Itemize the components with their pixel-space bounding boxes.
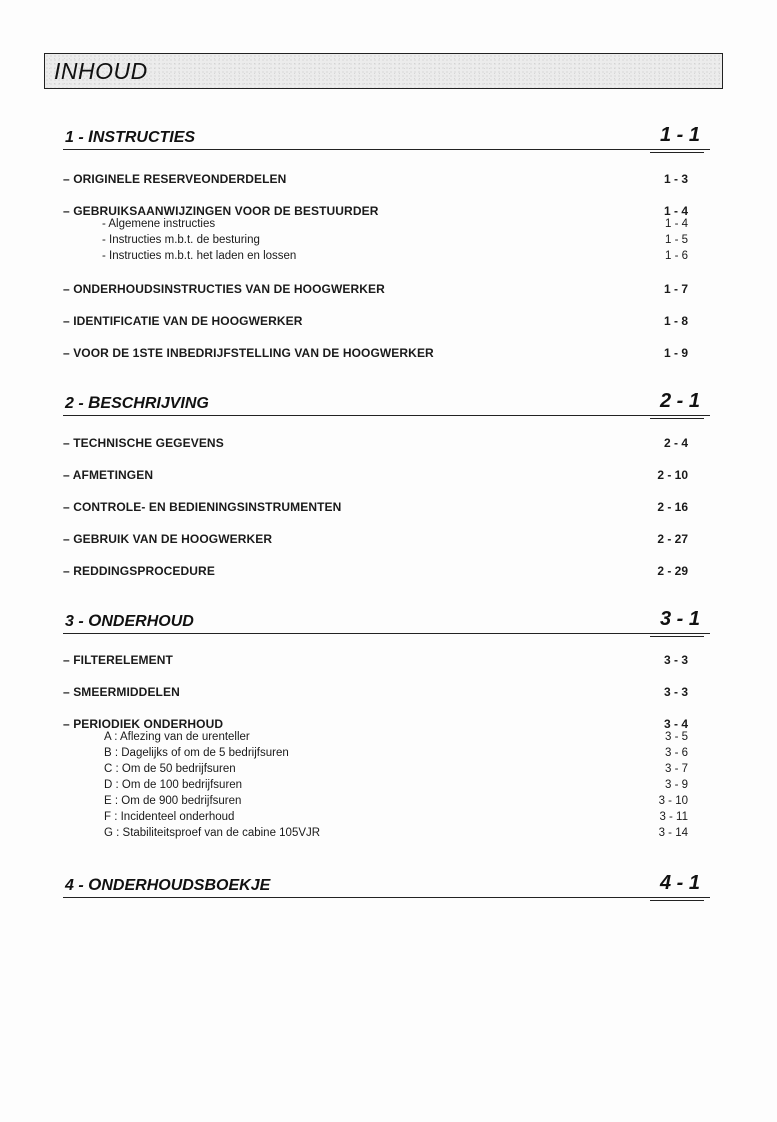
toc-subentry[interactable]: - Algemene instructies 1 - 4 <box>102 218 688 230</box>
toc-entry[interactable]: – IDENTIFICATIE VAN DE HOOGWERKER 1 - 8 <box>63 314 688 328</box>
toc-subentry[interactable]: C : Om de 50 bedrijfsuren 3 - 7 <box>104 763 688 775</box>
section-title[interactable]: 2 - BESCHRIJVING <box>65 393 209 412</box>
section-page-number[interactable]: 4 - 1 <box>659 872 700 894</box>
page-underline <box>650 900 704 901</box>
toc-subentry[interactable]: G : Stabiliteitsproef van de cabine 105VJR 3 - 14 <box>104 827 688 839</box>
page-underline <box>650 418 704 419</box>
toc-entry[interactable]: – REDDINGSPROCEDURE 2 - 29 <box>63 564 688 578</box>
toc-subentry[interactable]: - Instructies m.b.t. het laden en lossen 1 - 6 <box>102 250 688 262</box>
section-header <box>63 391 710 416</box>
section-page-number[interactable]: 2 - 1 <box>659 390 700 412</box>
section-page-number[interactable]: 1 - 1 <box>659 124 700 146</box>
toc-entry[interactable]: – AFMETINGEN 2 - 10 <box>63 468 688 482</box>
page-title-box <box>44 53 723 89</box>
toc-entry[interactable]: – FILTERELEMENT 3 - 3 <box>63 653 688 667</box>
toc-entry[interactable]: – CONTROLE- EN BEDIENINGSINSTRUMENTEN 2 - 16 <box>63 500 688 514</box>
toc-entry[interactable]: – ORIGINELE RESERVEONDERDELEN 1 - 3 <box>63 172 688 186</box>
section-header <box>63 873 710 898</box>
toc-entry[interactable]: – VOOR DE 1STE INBEDRIJFSTELLING VAN DE HOOGWERKER 1 - 9 <box>63 346 688 360</box>
page-title: INHOUD <box>54 58 148 84</box>
section-page-number[interactable]: 3 - 1 <box>659 608 700 630</box>
section-title[interactable]: 4 - ONDERHOUDSBOEKJE <box>65 875 271 894</box>
toc-entry[interactable]: – GEBRUIK VAN DE HOOGWERKER 2 - 27 <box>63 532 688 546</box>
page-underline <box>650 636 704 637</box>
toc-subentry[interactable]: - Instructies m.b.t. de besturing 1 - 5 <box>102 234 688 246</box>
section-instructies <box>63 125 710 360</box>
toc-entry[interactable]: – TECHNISCHE GEGEVENS 2 - 4 <box>63 436 688 450</box>
toc-subentry[interactable]: E : Om de 900 bedrijfsuren 3 - 10 <box>104 795 688 807</box>
toc-entry[interactable]: – ONDERHOUDSINSTRUCTIES VAN DE HOOGWERKER 1 - 7 <box>63 282 688 296</box>
section-title[interactable]: 3 - ONDERHOUD <box>65 611 194 630</box>
toc-subentry[interactable]: A : Aflezing van de urenteller 3 - 5 <box>104 731 688 743</box>
section-header <box>63 125 710 150</box>
section-onderhoudsboekje <box>63 873 710 898</box>
toc-entry[interactable]: – SMEERMIDDELEN 3 - 3 <box>63 685 688 699</box>
toc-subentry[interactable]: D : Om de 100 bedrijfsuren 3 - 9 <box>104 779 688 791</box>
toc-entry[interactable]: – GEBRUIKSAANWIJZINGEN VOOR DE BESTUURDER 1 - 4 <box>63 204 688 218</box>
toc-entry[interactable]: – PERIODIEK ONDERHOUD 3 - 4 <box>63 717 688 731</box>
section-beschrijving <box>63 391 710 578</box>
section-title[interactable]: 1 - INSTRUCTIES <box>65 127 196 146</box>
page-underline <box>650 152 704 153</box>
toc-subentry[interactable]: F : Incidenteel onderhoud 3 - 11 <box>104 811 688 823</box>
section-onderhoud <box>63 609 710 843</box>
section-header <box>63 609 710 634</box>
toc-subentry[interactable]: B : Dagelijks of om de 5 bedrijfsuren 3 - 6 <box>104 747 688 759</box>
